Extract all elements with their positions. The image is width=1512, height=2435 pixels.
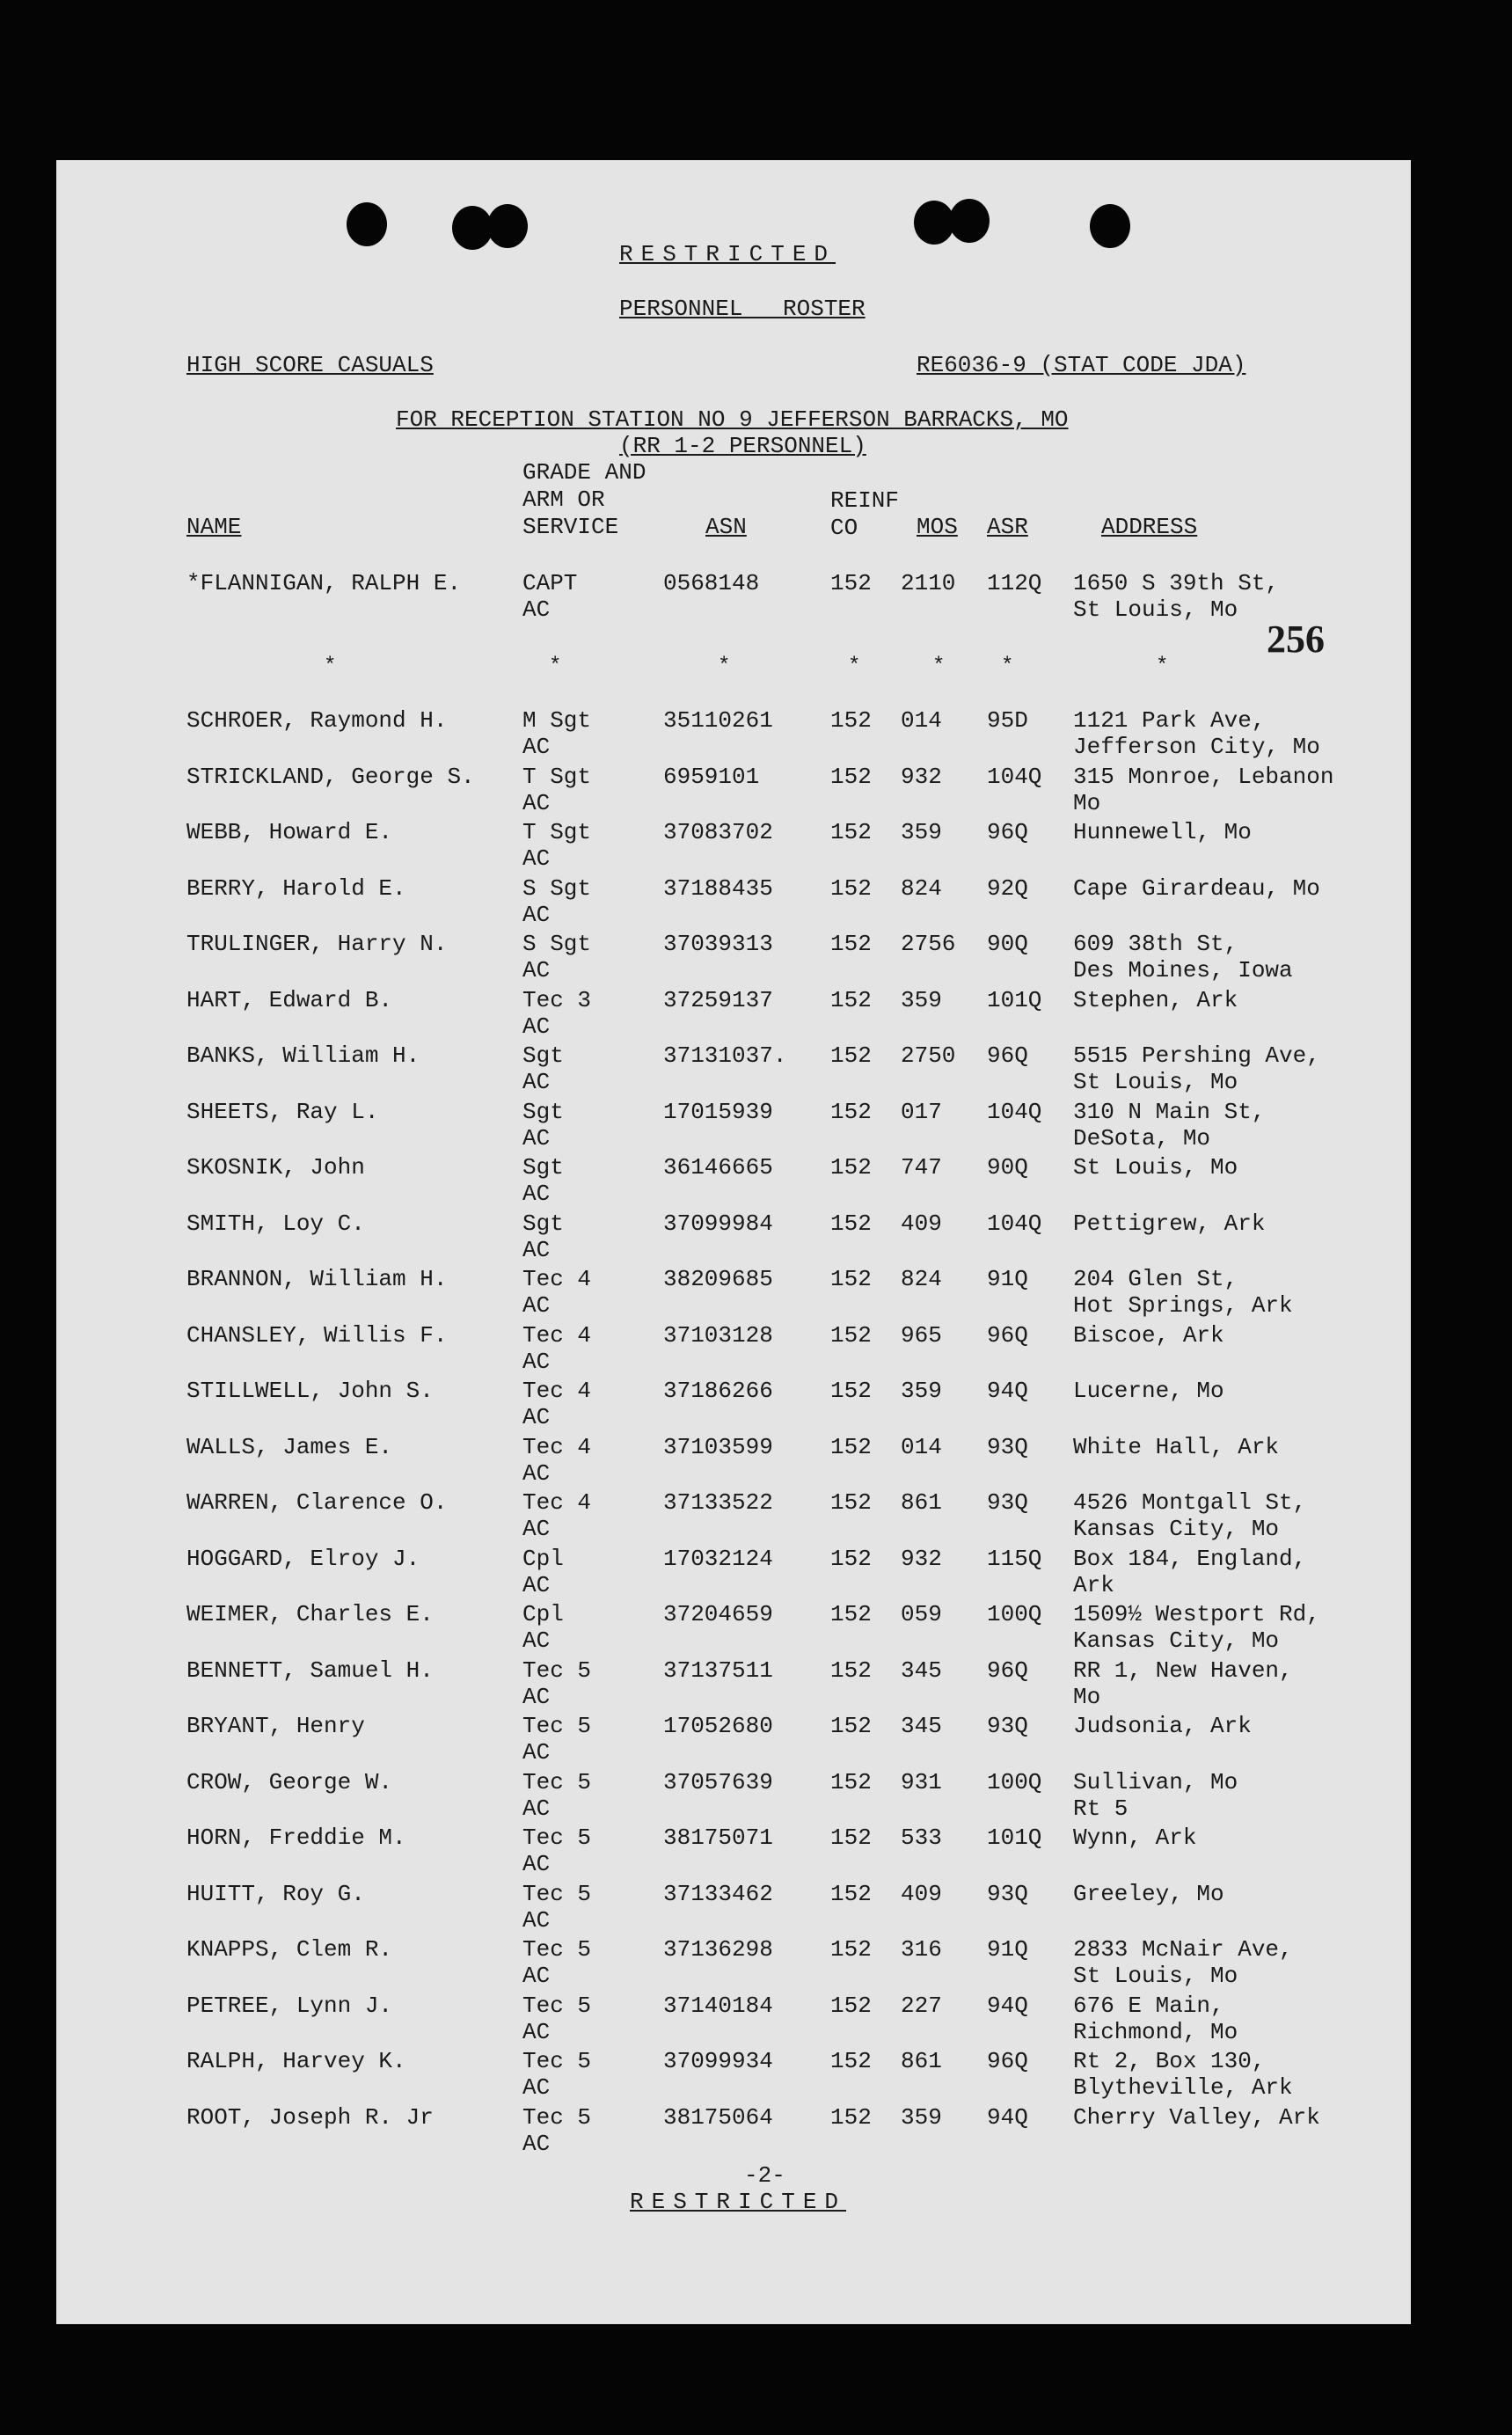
document-paper bbox=[56, 160, 1411, 2324]
cell-address: 1509½ Westport Rd, Kansas City, Mo bbox=[1073, 1601, 1320, 1654]
cell-asr: 93Q bbox=[987, 1434, 1028, 1460]
cell-name: BRYANT, Henry bbox=[186, 1713, 365, 1739]
cell-asr: 104Q bbox=[987, 1099, 1042, 1125]
cell-asr: 96Q bbox=[987, 1042, 1028, 1069]
cell-name: SKOSNIK, John bbox=[186, 1154, 365, 1181]
cell-grade: Sgt AC bbox=[522, 1042, 564, 1095]
first-entry-grade: CAPT AC bbox=[522, 570, 578, 623]
punch-hole-6 bbox=[1090, 204, 1130, 248]
cell-grade: Tec 5 AC bbox=[522, 1769, 592, 1822]
cell-name: STILLWELL, John S. bbox=[186, 1378, 434, 1404]
cell-grade: T Sgt AC bbox=[522, 764, 592, 816]
cell-mos: 533 bbox=[901, 1824, 942, 1851]
cell-name: WEIMER, Charles E. bbox=[186, 1601, 434, 1627]
cell-co: 152 bbox=[830, 764, 872, 790]
page-number: -2- bbox=[744, 2162, 785, 2189]
cell-name: HART, Edward B. bbox=[186, 987, 393, 1013]
table-row bbox=[56, 1099, 1411, 1155]
cell-co: 152 bbox=[830, 1657, 872, 1684]
cell-address: 1121 Park Ave, Jefferson City, Mo bbox=[1073, 707, 1320, 760]
first-entry-asn: 0568148 bbox=[663, 570, 760, 596]
cell-asr: 90Q bbox=[987, 931, 1028, 957]
cell-asr: 94Q bbox=[987, 2104, 1028, 2131]
cell-name: BERRY, Harold E. bbox=[186, 875, 406, 902]
cell-mos: 014 bbox=[901, 1434, 942, 1460]
cell-address: RR 1, New Haven, Mo bbox=[1073, 1657, 1293, 1710]
cell-co: 152 bbox=[830, 1210, 872, 1237]
cell-address: Sullivan, Mo Rt 5 bbox=[1073, 1769, 1238, 1822]
col-header-name: NAME bbox=[186, 514, 242, 540]
col-header-address: ADDRESS bbox=[1101, 514, 1198, 540]
cell-asn: 37133462 bbox=[663, 1881, 773, 1907]
table-row bbox=[56, 1378, 1411, 1434]
separator-star: * bbox=[718, 654, 731, 678]
cell-grade: Tec 3 AC bbox=[522, 987, 592, 1040]
punch-hole-1 bbox=[347, 202, 387, 246]
cell-asn: 37103599 bbox=[663, 1434, 773, 1460]
cell-asr: 94Q bbox=[987, 1378, 1028, 1404]
cell-asn: 37099934 bbox=[663, 2048, 773, 2074]
cell-grade: T Sgt AC bbox=[522, 819, 592, 872]
cell-co: 152 bbox=[830, 1824, 872, 1851]
first-entry-row bbox=[56, 570, 1411, 626]
cell-address: 4526 Montgall St, Kansas City, Mo bbox=[1073, 1489, 1307, 1542]
cell-asn: 6959101 bbox=[663, 764, 760, 790]
cell-asr: 96Q bbox=[987, 1657, 1028, 1684]
cell-mos: 409 bbox=[901, 1210, 942, 1237]
cell-address: Hunnewell, Mo bbox=[1073, 819, 1252, 845]
cell-name: SCHROER, Raymond H. bbox=[186, 707, 448, 734]
cell-co: 152 bbox=[830, 2048, 872, 2074]
cell-name: KNAPPS, Clem R. bbox=[186, 1936, 393, 1963]
cell-address: Stephen, Ark bbox=[1073, 987, 1238, 1013]
cell-grade: Tec 5 AC bbox=[522, 1824, 592, 1877]
cell-address: St Louis, Mo bbox=[1073, 1154, 1238, 1181]
cell-address: Wynn, Ark bbox=[1073, 1824, 1197, 1851]
cell-address: 676 E Main, Richmond, Mo bbox=[1073, 1993, 1238, 2045]
stat-code: RE6036-9 (STAT CODE JDA) bbox=[917, 352, 1246, 378]
table-row bbox=[56, 1824, 1411, 1881]
cell-asn: 17015939 bbox=[663, 1099, 773, 1125]
cell-asr: 90Q bbox=[987, 1154, 1028, 1181]
cell-name: CROW, George W. bbox=[186, 1769, 393, 1795]
cell-co: 152 bbox=[830, 1601, 872, 1627]
cell-grade: Cpl AC bbox=[522, 1546, 564, 1598]
cell-co: 152 bbox=[830, 1713, 872, 1739]
cell-grade: S Sgt AC bbox=[522, 931, 592, 984]
cell-address: 2833 McNair Ave, St Louis, Mo bbox=[1073, 1936, 1293, 1989]
cell-grade: Tec 4 AC bbox=[522, 1266, 592, 1319]
cell-mos: 824 bbox=[901, 1266, 942, 1292]
table-row bbox=[56, 875, 1411, 932]
cell-asr: 92Q bbox=[987, 875, 1028, 902]
cell-address: 609 38th St, Des Moines, Iowa bbox=[1073, 931, 1293, 984]
cell-address: Rt 2, Box 130, Blytheville, Ark bbox=[1073, 2048, 1293, 2101]
cell-address: Judsonia, Ark bbox=[1073, 1713, 1252, 1739]
cell-asn: 36146665 bbox=[663, 1154, 773, 1181]
cell-mos: 409 bbox=[901, 1881, 942, 1907]
col-header-reinf: REINF CO bbox=[830, 487, 900, 541]
cell-name: STRICKLAND, George S. bbox=[186, 764, 475, 790]
cell-address: Biscoe, Ark bbox=[1073, 1322, 1224, 1349]
cell-address: Cape Girardeau, Mo bbox=[1073, 875, 1320, 902]
cell-grade: Tec 4 AC bbox=[522, 1434, 592, 1487]
restricted-header: RESTRICTED bbox=[619, 241, 836, 267]
table-row bbox=[56, 931, 1411, 987]
table-row bbox=[56, 2048, 1411, 2104]
cell-grade: Tec 5 AC bbox=[522, 2048, 592, 2101]
cell-mos: 227 bbox=[901, 1993, 942, 2019]
roster-title: PERSONNEL ROSTER bbox=[619, 296, 866, 322]
cell-mos: 345 bbox=[901, 1657, 942, 1684]
cell-asn: 37057639 bbox=[663, 1769, 773, 1795]
handwritten-page-mark: 256 bbox=[1267, 618, 1325, 661]
cell-name: HORN, Freddie M. bbox=[186, 1824, 406, 1851]
cell-address: Box 184, England, Ark bbox=[1073, 1546, 1307, 1598]
first-entry-asr: 112Q bbox=[987, 570, 1042, 596]
cell-mos: 359 bbox=[901, 2104, 942, 2131]
cell-grade: Sgt AC bbox=[522, 1099, 564, 1152]
cell-asr: 101Q bbox=[987, 987, 1042, 1013]
separator-star: * bbox=[848, 654, 861, 678]
table-row bbox=[56, 819, 1411, 875]
cell-co: 152 bbox=[830, 1993, 872, 2019]
table-row bbox=[56, 987, 1411, 1043]
cell-grade: Tec 5 AC bbox=[522, 1936, 592, 1989]
cell-address: Pettigrew, Ark bbox=[1073, 1210, 1266, 1237]
cell-co: 152 bbox=[830, 707, 872, 734]
cell-grade: Cpl AC bbox=[522, 1601, 564, 1654]
cell-mos: 824 bbox=[901, 875, 942, 902]
table-row bbox=[56, 707, 1411, 764]
cell-mos: 017 bbox=[901, 1099, 942, 1125]
first-entry-name: *FLANNIGAN, RALPH E. bbox=[186, 570, 462, 596]
cell-asn: 37131037. bbox=[663, 1042, 787, 1069]
first-entry-mos: 2110 bbox=[901, 570, 956, 596]
cell-co: 152 bbox=[830, 1936, 872, 1963]
cell-name: CHANSLEY, Willis F. bbox=[186, 1322, 448, 1349]
col-header-asn: ASN bbox=[705, 514, 747, 540]
cell-address: 204 Glen St, Hot Springs, Ark bbox=[1073, 1266, 1293, 1319]
cell-asn: 37204659 bbox=[663, 1601, 773, 1627]
cell-name: RALPH, Harvey K. bbox=[186, 2048, 406, 2074]
cell-co: 152 bbox=[830, 1546, 872, 1572]
cell-name: WALLS, James E. bbox=[186, 1434, 393, 1460]
cell-asr: 104Q bbox=[987, 764, 1042, 790]
cell-co: 152 bbox=[830, 875, 872, 902]
punch-hole-3 bbox=[487, 204, 528, 248]
cell-co: 152 bbox=[830, 1769, 872, 1795]
table-row bbox=[56, 1489, 1411, 1546]
separator-star: * bbox=[324, 654, 337, 678]
table-row bbox=[56, 2104, 1411, 2161]
cell-mos: 014 bbox=[901, 707, 942, 734]
cell-grade: Tec 5 AC bbox=[522, 2104, 592, 2157]
cell-address: Lucerne, Mo bbox=[1073, 1378, 1224, 1404]
cell-asn: 37137511 bbox=[663, 1657, 773, 1684]
cell-co: 152 bbox=[830, 819, 872, 845]
table-row bbox=[56, 1769, 1411, 1825]
cell-asr: 91Q bbox=[987, 1936, 1028, 1963]
cell-mos: 345 bbox=[901, 1713, 942, 1739]
cell-mos: 965 bbox=[901, 1322, 942, 1349]
cell-asr: 91Q bbox=[987, 1266, 1028, 1292]
cell-grade: Tec 5 AC bbox=[522, 1713, 592, 1766]
cell-name: ROOT, Joseph R. Jr bbox=[186, 2104, 434, 2131]
cell-mos: 359 bbox=[901, 987, 942, 1013]
cell-name: WEBB, Howard E. bbox=[186, 819, 393, 845]
table-row bbox=[56, 1210, 1411, 1267]
cell-address: Cherry Valley, Ark bbox=[1073, 2104, 1320, 2131]
cell-mos: 316 bbox=[901, 1936, 942, 1963]
cell-asn: 35110261 bbox=[663, 707, 773, 734]
cell-name: BENNETT, Samuel H. bbox=[186, 1657, 434, 1684]
separator-star: * bbox=[932, 654, 946, 678]
separator-star: * bbox=[1156, 654, 1169, 678]
cell-address: Greeley, Mo bbox=[1073, 1881, 1224, 1907]
cell-asn: 37188435 bbox=[663, 875, 773, 902]
cell-co: 152 bbox=[830, 1378, 872, 1404]
cell-grade: Tec 4 AC bbox=[522, 1378, 592, 1430]
table-row bbox=[56, 1154, 1411, 1210]
cell-asn: 37103128 bbox=[663, 1322, 773, 1349]
cell-asn: 38175064 bbox=[663, 2104, 773, 2131]
cell-asr: 94Q bbox=[987, 1993, 1028, 2019]
cell-co: 152 bbox=[830, 1099, 872, 1125]
cell-co: 152 bbox=[830, 1434, 872, 1460]
cell-grade: Tec 4 AC bbox=[522, 1489, 592, 1542]
table-row bbox=[56, 1936, 1411, 1993]
table-row bbox=[56, 1266, 1411, 1322]
cell-asn: 37083702 bbox=[663, 819, 773, 845]
cell-asr: 104Q bbox=[987, 1210, 1042, 1237]
cell-co: 152 bbox=[830, 1042, 872, 1069]
cell-mos: 2750 bbox=[901, 1042, 956, 1069]
cell-asr: 101Q bbox=[987, 1824, 1042, 1851]
cell-co: 152 bbox=[830, 1881, 872, 1907]
cell-asr: 93Q bbox=[987, 1489, 1028, 1516]
cell-address: White Hall, Ark bbox=[1073, 1434, 1280, 1460]
table-row bbox=[56, 1042, 1411, 1099]
cell-co: 152 bbox=[830, 1489, 872, 1516]
table-row bbox=[56, 1881, 1411, 1937]
cell-mos: 861 bbox=[901, 1489, 942, 1516]
cell-mos: 2756 bbox=[901, 931, 956, 957]
cell-mos: 747 bbox=[901, 1154, 942, 1181]
cell-asr: 95D bbox=[987, 707, 1028, 734]
cell-asr: 96Q bbox=[987, 2048, 1028, 2074]
cell-asr: 96Q bbox=[987, 819, 1028, 845]
cell-asn: 37133522 bbox=[663, 1489, 773, 1516]
cell-asr: 100Q bbox=[987, 1601, 1042, 1627]
cell-mos: 932 bbox=[901, 1546, 942, 1572]
cell-mos: 359 bbox=[901, 819, 942, 845]
reception-station-subtitle: FOR RECEPTION STATION NO 9 JEFFERSON BARRACKS, MO bbox=[396, 406, 1069, 433]
table-row bbox=[56, 1713, 1411, 1769]
cell-name: HUITT, Roy G. bbox=[186, 1881, 365, 1907]
punch-hole-5 bbox=[949, 199, 990, 243]
cell-grade: M Sgt AC bbox=[522, 707, 592, 760]
cell-asn: 37136298 bbox=[663, 1936, 773, 1963]
cell-co: 152 bbox=[830, 1154, 872, 1181]
cell-name: WARREN, Clarence O. bbox=[186, 1489, 448, 1516]
cell-name: SMITH, Loy C. bbox=[186, 1210, 365, 1237]
separator-star: * bbox=[1001, 654, 1014, 678]
cell-mos: 359 bbox=[901, 1378, 942, 1404]
restricted-footer: RESTRICTED bbox=[630, 2189, 847, 2215]
cell-mos: 932 bbox=[901, 764, 942, 790]
table-row bbox=[56, 1546, 1411, 1602]
cell-asn: 37099984 bbox=[663, 1210, 773, 1237]
cell-asn: 38209685 bbox=[663, 1266, 773, 1292]
cell-asn: 17052680 bbox=[663, 1713, 773, 1739]
first-entry-address: 1650 S 39th St, St Louis, Mo bbox=[1073, 570, 1280, 623]
cell-grade: Tec 5 AC bbox=[522, 1657, 592, 1710]
cell-name: HOGGARD, Elroy J. bbox=[186, 1546, 420, 1572]
cell-asn: 38175071 bbox=[663, 1824, 773, 1851]
personnel-subtitle: (RR 1-2 PERSONNEL) bbox=[619, 433, 866, 459]
first-entry-co: 152 bbox=[830, 570, 872, 596]
cell-grade: S Sgt AC bbox=[522, 875, 592, 928]
table-row bbox=[56, 1434, 1411, 1490]
cell-grade: Tec 4 AC bbox=[522, 1322, 592, 1375]
cell-grade: Tec 5 AC bbox=[522, 1993, 592, 2045]
cell-name: TRULINGER, Harry N. bbox=[186, 931, 448, 957]
cell-grade: Sgt AC bbox=[522, 1210, 564, 1263]
col-header-mos: MOS bbox=[917, 514, 958, 540]
cell-mos: 861 bbox=[901, 2048, 942, 2074]
cell-name: BRANNON, William H. bbox=[186, 1266, 448, 1292]
cell-asn: 17032124 bbox=[663, 1546, 773, 1572]
cell-co: 152 bbox=[830, 987, 872, 1013]
cell-co: 152 bbox=[830, 2104, 872, 2131]
cell-co: 152 bbox=[830, 931, 872, 957]
table-row bbox=[56, 1993, 1411, 2049]
cell-asr: 93Q bbox=[987, 1713, 1028, 1739]
cell-grade: Sgt AC bbox=[522, 1154, 564, 1207]
col-header-asr: ASR bbox=[987, 514, 1028, 540]
table-row bbox=[56, 1601, 1411, 1657]
cell-mos: 931 bbox=[901, 1769, 942, 1795]
cell-asn: 37140184 bbox=[663, 1993, 773, 2019]
cell-address: 5515 Pershing Ave, St Louis, Mo bbox=[1073, 1042, 1320, 1095]
col-header-grade: GRADE AND ARM OR SERVICE bbox=[522, 459, 646, 540]
separator-star: * bbox=[549, 654, 562, 678]
table-row bbox=[56, 764, 1411, 820]
cell-asn: 37259137 bbox=[663, 987, 773, 1013]
cell-name: PETREE, Lynn J. bbox=[186, 1993, 393, 2019]
high-score-label: HIGH SCORE CASUALS bbox=[186, 352, 434, 378]
cell-address: 310 N Main St, DeSota, Mo bbox=[1073, 1099, 1266, 1152]
cell-asn: 37186266 bbox=[663, 1378, 773, 1404]
cell-name: BANKS, William H. bbox=[186, 1042, 420, 1069]
table-row bbox=[56, 1657, 1411, 1714]
cell-mos: 059 bbox=[901, 1601, 942, 1627]
cell-asr: 100Q bbox=[987, 1769, 1042, 1795]
cell-asr: 93Q bbox=[987, 1881, 1028, 1907]
cell-address: 315 Monroe, Lebanon Mo bbox=[1073, 764, 1334, 816]
cell-asr: 115Q bbox=[987, 1546, 1042, 1572]
cell-grade: Tec 5 AC bbox=[522, 1881, 592, 1934]
cell-co: 152 bbox=[830, 1266, 872, 1292]
cell-co: 152 bbox=[830, 1322, 872, 1349]
table-row bbox=[56, 1322, 1411, 1378]
cell-name: SHEETS, Ray L. bbox=[186, 1099, 379, 1125]
cell-asr: 96Q bbox=[987, 1322, 1028, 1349]
cell-asn: 37039313 bbox=[663, 931, 773, 957]
